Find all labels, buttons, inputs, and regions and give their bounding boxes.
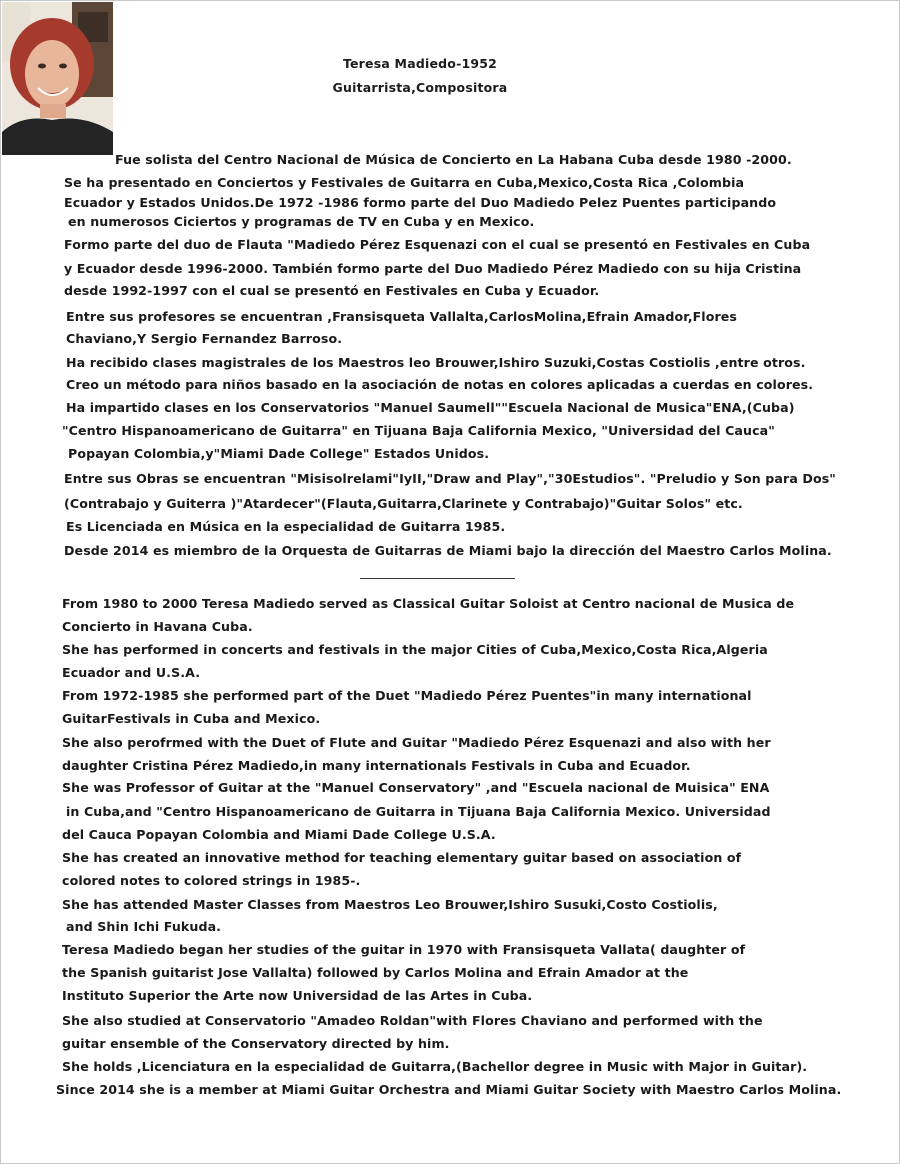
bio-line: Ha recibido clases magistrales de los Maestros leo Brouwer,Ishiro Suzuki,Costas Costiolis ,entre otros. — [66, 355, 806, 370]
bio-line: Ha impartido clases en los Conservatorios "Manuel Saumell""Escuela Nacional de Musica"ENA,(Cuba) — [66, 400, 795, 415]
bio-line: y Ecuador desde 1996-2000. También formo parte del Duo Madiedo Pérez Madiedo con su hija Cristina — [64, 261, 802, 276]
artist-name: Teresa Madiedo-1952 — [342, 56, 498, 71]
bio-line: (Contrabajo y Guiterra )"Atardecer"(Flauta,Guitarra,Clarinete y Contrabajo)"Guitar Solos" etc. — [64, 496, 743, 511]
bio-line: Desde 2014 es miembro de la Orquesta de Guitarras de Miami bajo la dirección del Maestro Carlos Molina. — [64, 543, 832, 558]
bio-line: She holds ,Licenciatura en la especialidad de Guitarra,(Bachellor degree in Music with Major in Guitar). — [62, 1059, 808, 1074]
bio-line: desde 1992-1997 con el cual se presentó en Festivales en Cuba y Ecuador. — [64, 283, 600, 298]
bio-line: She was Professor of Guitar at the "Manuel Conservatory" ,and "Escuela nacional de Muisica" ENA — [62, 780, 770, 795]
bio-line: GuitarFestivals in Cuba and Mexico. — [62, 711, 321, 726]
bio-line: She has attended Master Classes from Maestros Leo Brouwer,Ishiro Susuki,Costo Costiolis, — [62, 897, 718, 912]
bio-line: Creo un método para niños basado en la asociación de notas en colores aplicadas a cuerdas en colores. — [66, 377, 814, 392]
bio-line: She also studied at Conservatorio "Amadeo Roldan"with Flores Chaviano and performed with the — [62, 1013, 763, 1028]
bio-line: Chaviano,Y Sergio Fernandez Barroso. — [66, 331, 343, 346]
bio-line: Formo parte del duo de Flauta "Madiedo Pérez Esquenazi con el cual se presentó en Festivales en Cuba — [64, 237, 811, 252]
bio-line: Ecuador y Estados Unidos.De 1972 -1986 formo parte del Duo Madiedo Pelez Puentes participando — [64, 195, 777, 210]
title-block — [300, 52, 540, 100]
bio-line: Instituto Superior the Arte now Universidad de las Artes in Cuba. — [62, 988, 533, 1003]
bio-line: She has performed in concerts and festivals in the major Cities of Cuba,Mexico,Costa Rica,Algeria — [62, 642, 768, 657]
bio-line: colored notes to colored strings in 1985-. — [62, 873, 361, 888]
bio-line: en numerosos Ciciertos y programas de TV en Cuba y en Mexico. — [68, 214, 535, 229]
bio-line: She also perofrmed with the Duet of Flute and Guitar "Madiedo Pérez Esquenazi and also with her — [62, 735, 771, 750]
portrait-photo — [2, 2, 113, 155]
bio-line: Es Licenciada en Música en la especialidad de Guitarra 1985. — [66, 519, 506, 534]
section-divider — [360, 578, 515, 579]
bio-line: Concierto in Havana Cuba. — [62, 619, 253, 634]
bio-line: She has created an innovative method for teaching elementary guitar based on association of — [62, 850, 742, 865]
bio-line: Fue solista del Centro Nacional de Música de Concierto en La Habana Cuba desde 1980 -2000. — [115, 152, 792, 167]
bio-line: and Shin Ichi Fukuda. — [66, 919, 222, 934]
bio-line: Since 2014 she is a member at Miami Guitar Orchestra and Miami Guitar Society with Maestro Carlos Molina. — [56, 1082, 842, 1097]
bio-line: "Centro Hispanoamericano de Guitarra" en Tijuana Baja California Mexico, "Universidad del Cauca" — [62, 423, 775, 438]
bio-line: Entre sus profesores se encuentran ,Fransisqueta Vallalta,CarlosMolina,Efrain Amador,Flores — [66, 309, 738, 324]
bio-line: Popayan Colombia,y"Miami Dade College" Estados Unidos. — [68, 446, 490, 461]
bio-line: Se ha presentado en Conciertos y Festivales de Guitarra en Cuba,Mexico,Costa Rica ,Colombia — [64, 175, 745, 190]
bio-line: guitar ensemble of the Conservatory directed by him. — [62, 1036, 450, 1051]
bio-line: the Spanish guitarist Jose Vallalta) followed by Carlos Molina and Efrain Amador at the — [62, 965, 689, 980]
bio-line: in Cuba,and "Centro Hispanoamericano de Guitarra in Tijuana Baja California Mexico. Universidad — [66, 804, 771, 819]
bio-line: From 1980 to 2000 Teresa Madiedo served as Classical Guitar Soloist at Centro nacional de Musica de — [62, 596, 795, 611]
bio-line: From 1972-1985 she performed part of the Duet "Madiedo Pérez Puentes"in many international — [62, 688, 752, 703]
bio-line: daughter Cristina Pérez Madiedo,in many internationals Festivals in Cuba and Ecuador. — [62, 758, 691, 773]
bio-line: Teresa Madiedo began her studies of the guitar in 1970 with Fransisqueta Vallata( daughter of — [62, 942, 746, 957]
artist-role: Guitarrista,Compositora — [332, 80, 508, 95]
bio-line: Ecuador and U.S.A. — [62, 665, 201, 680]
bio-line: Entre sus Obras se encuentran "Misisolrelami"IyII,"Draw and Play","30Estudios". "Preludio y Son para Dos" — [64, 471, 836, 486]
bio-line: del Cauca Popayan Colombia and Miami Dade College U.S.A. — [62, 827, 496, 842]
